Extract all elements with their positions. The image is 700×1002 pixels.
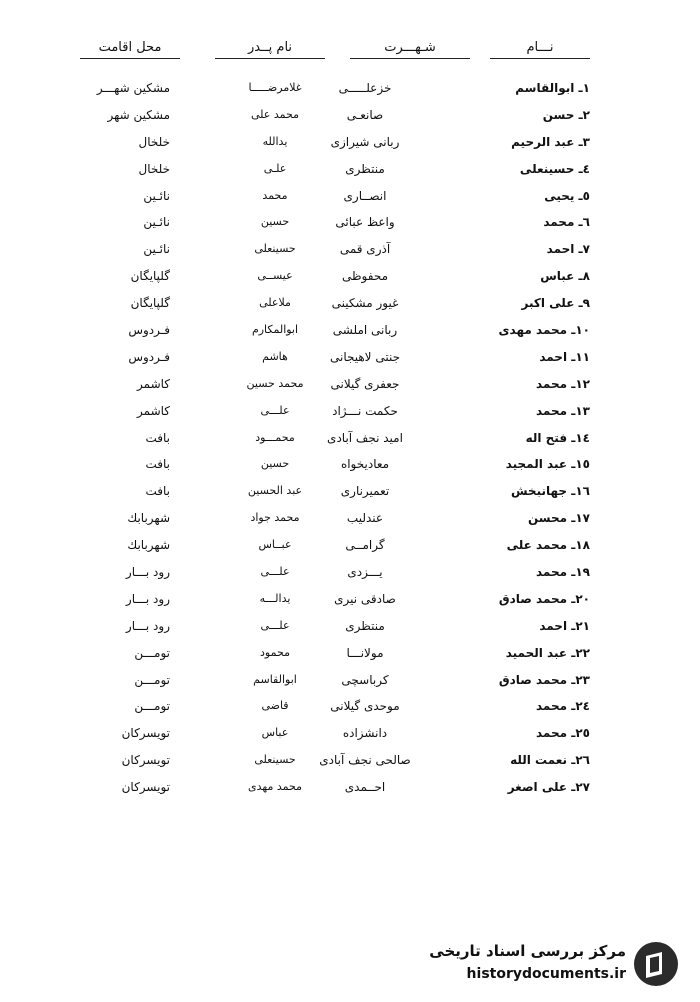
- row-last-name: مولانـــا: [346, 645, 384, 660]
- row-residence: تومـــن: [134, 672, 170, 687]
- table-row: [70, 535, 590, 562]
- row-father-name: محمد: [262, 188, 288, 202]
- row-father-name: يدالـــه: [259, 591, 291, 605]
- row-last-name: واعظ عبائى: [335, 215, 395, 230]
- header-last-name: شـهـــرت: [350, 40, 470, 55]
- row-father-name: علـــى: [260, 403, 290, 417]
- row-residence: بافت: [145, 457, 170, 472]
- row-father-name: عبــاس: [258, 538, 292, 552]
- table-row: [70, 105, 590, 132]
- table-row: [70, 347, 590, 374]
- row-residence: گلپايگان: [130, 296, 170, 311]
- table-row: [70, 750, 590, 777]
- row-father-name: علـــى: [260, 565, 290, 579]
- table-row: [70, 78, 590, 105]
- table-row: [70, 670, 590, 697]
- table-row: [70, 777, 590, 804]
- row-name: ١٦ـ جهانبخش: [510, 484, 590, 499]
- row-father-name: ملاعلى: [259, 296, 291, 310]
- table-row: [70, 454, 590, 481]
- header-father-name: نام پــدر: [215, 40, 325, 55]
- archive-logo-icon: [632, 940, 680, 988]
- row-name: ١١ـ احمد: [539, 349, 590, 364]
- row-name: ١٢ـ محمد: [536, 376, 590, 391]
- row-name: ٦ـ محمد: [543, 215, 590, 230]
- header-residence: محل اقامت: [80, 40, 180, 55]
- header-name: نـــام: [490, 40, 590, 55]
- row-residence: رود بـــار: [125, 565, 170, 580]
- row-father-name: محمد جواد: [250, 511, 300, 525]
- row-last-name: احــمدى: [344, 780, 386, 795]
- row-last-name: ربانى شيرازى: [330, 134, 400, 149]
- row-residence: مشكين شهر: [107, 107, 170, 122]
- table-row: [70, 159, 590, 186]
- table-row: [70, 186, 590, 213]
- row-father-name: حسينعلى: [254, 753, 296, 767]
- row-name: ٢٥ـ محمد: [536, 726, 590, 741]
- row-father-name: علـــى: [260, 618, 290, 632]
- table-row: [70, 589, 590, 616]
- name-list: [70, 78, 590, 804]
- table-row: [70, 696, 590, 723]
- row-name: ٢٢ـ عبد الحميد: [505, 645, 590, 660]
- row-last-name: ربانى املشى: [332, 323, 398, 338]
- row-residence: خلخال: [138, 134, 170, 149]
- row-residence: كاشمر: [137, 376, 170, 391]
- row-residence: تويسركان: [121, 780, 170, 795]
- row-last-name: انصــارى: [343, 188, 387, 203]
- table-row: [70, 374, 590, 401]
- table-row: [70, 643, 590, 670]
- row-father-name: قاضى: [261, 699, 289, 713]
- row-name: ٢٠ـ محمد صادق: [498, 591, 590, 606]
- row-father-name: ابوالقاسم: [253, 672, 297, 686]
- row-name: ٢ـ حسن: [542, 107, 590, 122]
- row-name: ٩ـ على اكبر: [521, 296, 590, 311]
- row-residence: بافت: [145, 430, 170, 445]
- table-row: [70, 293, 590, 320]
- org-name: مركز بررسى اسناد تاريخى: [429, 942, 626, 960]
- table-row: [70, 562, 590, 589]
- site-url: historydocuments.ir: [466, 966, 626, 982]
- table-row: [70, 508, 590, 535]
- row-residence: تويسركان: [121, 726, 170, 741]
- row-last-name: عندليب: [346, 511, 384, 526]
- row-name: ١٠ـ محمد مهدى: [498, 323, 590, 338]
- row-residence: فـردوس: [128, 323, 170, 338]
- row-name: ٣ـ عبد الرحيم: [511, 134, 590, 149]
- row-residence: گلپايگان: [130, 269, 170, 284]
- row-name: ١٥ـ عبد المجيد: [505, 457, 590, 472]
- row-father-name: غلامرضـــــا: [248, 81, 302, 94]
- row-name: ١٩ـ محمد: [536, 565, 590, 580]
- row-name: ١٣ـ محمد: [536, 403, 590, 418]
- table-row: [70, 266, 590, 293]
- row-last-name: صانعـى: [346, 107, 384, 122]
- row-last-name: منتظرى: [345, 161, 385, 176]
- row-residence: شهربابك: [127, 511, 170, 526]
- row-last-name: خزعلـــــى: [338, 81, 392, 95]
- watermark: [418, 936, 688, 992]
- row-name: ٢٤ـ محمد: [536, 699, 590, 714]
- table-row: [70, 320, 590, 347]
- row-father-name: محمود: [260, 645, 290, 659]
- row-father-name: عبد الحسين: [247, 484, 303, 498]
- table-row: [70, 239, 590, 266]
- table-row: [70, 723, 590, 750]
- row-name: ٢٦ـ نعمت الله: [510, 753, 590, 768]
- row-last-name: معاديخواه: [340, 457, 390, 472]
- row-last-name: منتظرى: [345, 618, 385, 633]
- row-last-name: جنتى لاهيجانى: [329, 349, 400, 364]
- row-father-name: ابوالمكارم: [251, 323, 299, 337]
- row-residence: تومـــن: [134, 699, 170, 714]
- table-row: [70, 212, 590, 239]
- row-father-name: عباس: [261, 726, 289, 740]
- row-residence: تومـــن: [134, 645, 170, 660]
- row-father-name: حسينعلى: [254, 242, 296, 256]
- table-header: [70, 40, 590, 70]
- row-residence: كاشمر: [137, 403, 170, 418]
- row-father-name: محمد على: [251, 107, 299, 121]
- row-residence: تويسركان: [121, 753, 170, 768]
- row-residence: فـردوس: [128, 349, 170, 364]
- row-name: ٧ـ احمد: [546, 242, 590, 257]
- table-row: [70, 401, 590, 428]
- row-last-name: كرباسچى: [341, 672, 389, 687]
- row-father-name: يدالله: [262, 134, 288, 148]
- row-last-name: آذرى قمى: [339, 242, 391, 257]
- row-name: ٢١ـ احمد: [539, 618, 590, 633]
- row-last-name: گرامــى: [345, 538, 385, 553]
- row-last-name: صادقى نيرى: [334, 591, 396, 606]
- row-father-name: محمـــود: [255, 430, 295, 444]
- table-row: [70, 428, 590, 455]
- row-father-name: محمد مهدى: [248, 780, 302, 794]
- row-last-name: جعفرى گيلانى: [330, 376, 400, 391]
- row-name: ٨ـ عباس: [540, 269, 590, 284]
- row-last-name: دانشزاده: [342, 726, 388, 741]
- row-father-name: هاشم: [262, 349, 288, 363]
- row-last-name: يـــزدى: [347, 565, 383, 580]
- row-name: ٥ـ يحيى: [544, 188, 590, 203]
- row-last-name: محفوظى: [342, 269, 388, 284]
- row-residence: خلخال: [138, 161, 170, 176]
- row-residence: شهربابك: [127, 538, 170, 553]
- row-father-name: حسين: [260, 215, 290, 229]
- row-name: ١٧ـ محسن: [527, 511, 590, 526]
- row-name: ٢٣ـ محمد صادق: [498, 672, 590, 687]
- row-residence: نائـين: [143, 215, 170, 230]
- row-last-name: تعميرنارى: [340, 484, 390, 499]
- row-name: ٤ـ حسينعلى: [519, 161, 590, 176]
- row-residence: مشكين شهـــر: [96, 81, 170, 95]
- row-father-name: علـى: [263, 161, 287, 175]
- row-residence: رود بـــار: [125, 618, 170, 633]
- table-row: [70, 132, 590, 159]
- table-row: [70, 481, 590, 508]
- table-row: [70, 616, 590, 643]
- row-father-name: محمد حسين: [246, 376, 304, 390]
- row-last-name: صالحى نجف آبادى: [319, 753, 411, 768]
- row-residence: نائـين: [143, 242, 170, 257]
- row-last-name: غيور مشكينى: [331, 296, 399, 311]
- row-last-name: اميد نجف آبادى: [327, 430, 403, 445]
- row-father-name: عيســى: [257, 269, 293, 283]
- row-father-name: حسين: [260, 457, 290, 471]
- row-name: ١٨ـ محمد على: [506, 538, 590, 553]
- row-last-name: موحدى گيلانى: [330, 699, 400, 714]
- row-last-name: حكمت نـــژاد: [332, 403, 398, 418]
- row-residence: بافت: [145, 484, 170, 499]
- row-name: ١ـ ابوالقاسم: [515, 81, 590, 95]
- row-residence: نائـين: [143, 188, 170, 203]
- row-name: ٢٧ـ على اصغر: [507, 780, 590, 795]
- row-residence: رود بـــار: [125, 591, 170, 606]
- row-name: ١٤ـ فتح اله: [525, 430, 590, 445]
